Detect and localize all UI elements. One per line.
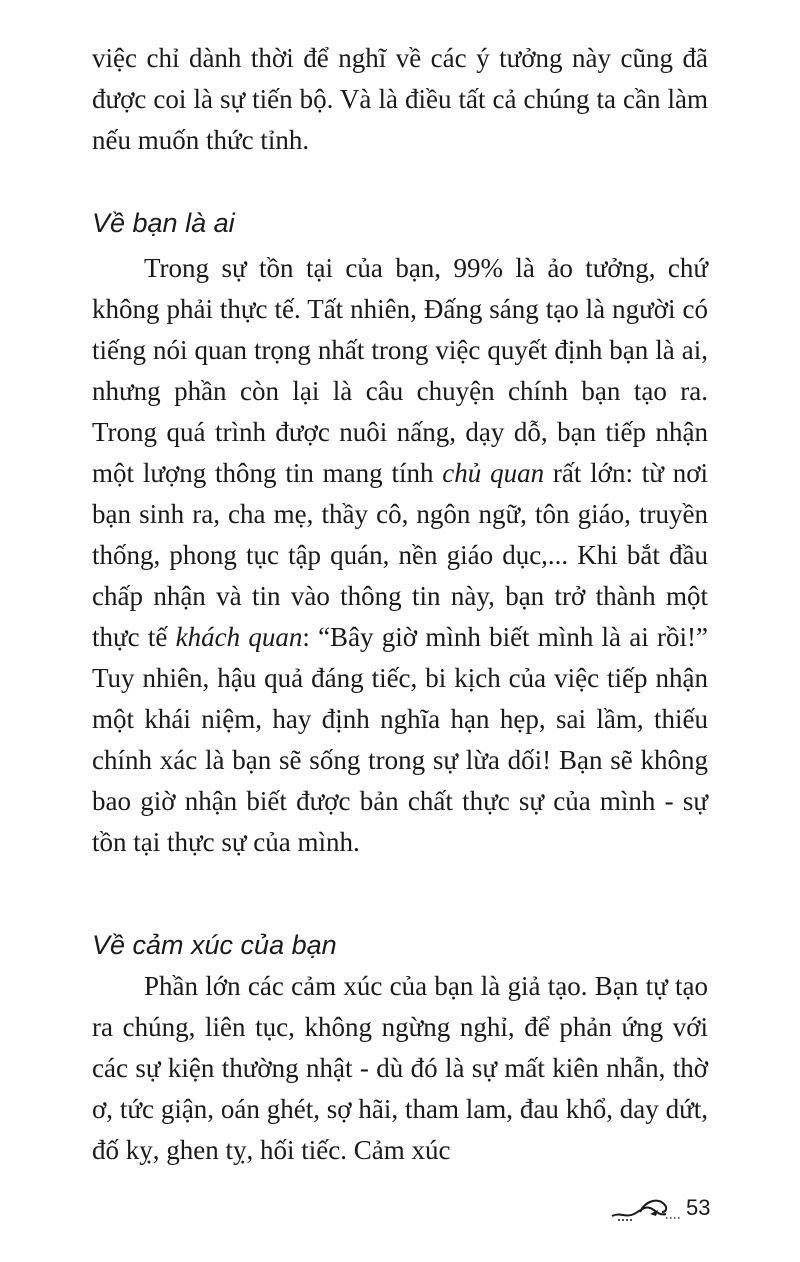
emotions-text: Phần lớn các cảm xúc của bạn là giả tạo. Bạn tự tạo ra chúng, liên tục, không ngừng nghỉ, để phản ứng với các sự kiện thường nhật - dù đó là sự mất kiên nhẫn, thờ ơ, tức giận, oán ghét, sợ hãi, tham lam, đau khổ, day dứt, đố kỵ, ghen tỵ, hối tiếc. Cảm xúc [92,971,708,1165]
page-footer [610,1188,720,1228]
section-heading-identity: Về bạn là ai [92,208,235,238]
identity-emphasis-subjective: chủ quan [442,458,545,488]
intro-paragraph [92,38,708,161]
identity-emphasis-objective: khách quan [175,622,303,652]
identity-paragraph [92,248,708,863]
identity-text-part2: rất lớn: từ nơi bạn sinh ra, cha mẹ, thầy cô, ngôn ngữ, tôn giáo, truyền thống, phong tục tập quán, nền giáo dục,... Khi bắt đầu chấp nhận và tin vào thông tin này, bạn trở thành một thực tế [92,458,708,652]
emotions-paragraph [92,966,708,1171]
intro-text: việc chỉ dành thời để nghĩ về các ý tưởng này cũng đã được coi là sự tiến bộ. Và là điều tất cả chúng ta cần làm nếu muốn thức tỉnh. [92,43,708,155]
identity-text-part3: : “Bây giờ mình biết mình là ai rồi!” Tuy nhiên, hậu quả đáng tiếc, bi kịch của việc tiếp nhận một khái niệm, hay định nghĩa hạn hẹp, sai lầm, thiếu chính xác là bạn sẽ sống trong sự lừa dối! Bạn sẽ không bao giờ nhận biết được bản chất thực sự của mình - sự tồn tại thực sự của mình. [92,622,708,857]
wave-ornament-icon [610,1192,690,1224]
identity-text-part1: Trong sự tồn tại của bạn, 99% là ảo tưởng, chứ không phải thực tế. Tất nhiên, Đấng sáng tạo là người có tiếng nói quan trọng nhất trong việc quyết định bạn là ai, nhưng phần còn lại là câu chuyện chính bạn tạo ra. Trong quá trình được nuôi nấng, dạy dỗ, bạn tiếp nhận một lượng thông tin mang tính [92,253,708,488]
page-number: 53 [686,1195,711,1220]
section-heading-emotions: Về cảm xúc của bạn [92,930,337,960]
